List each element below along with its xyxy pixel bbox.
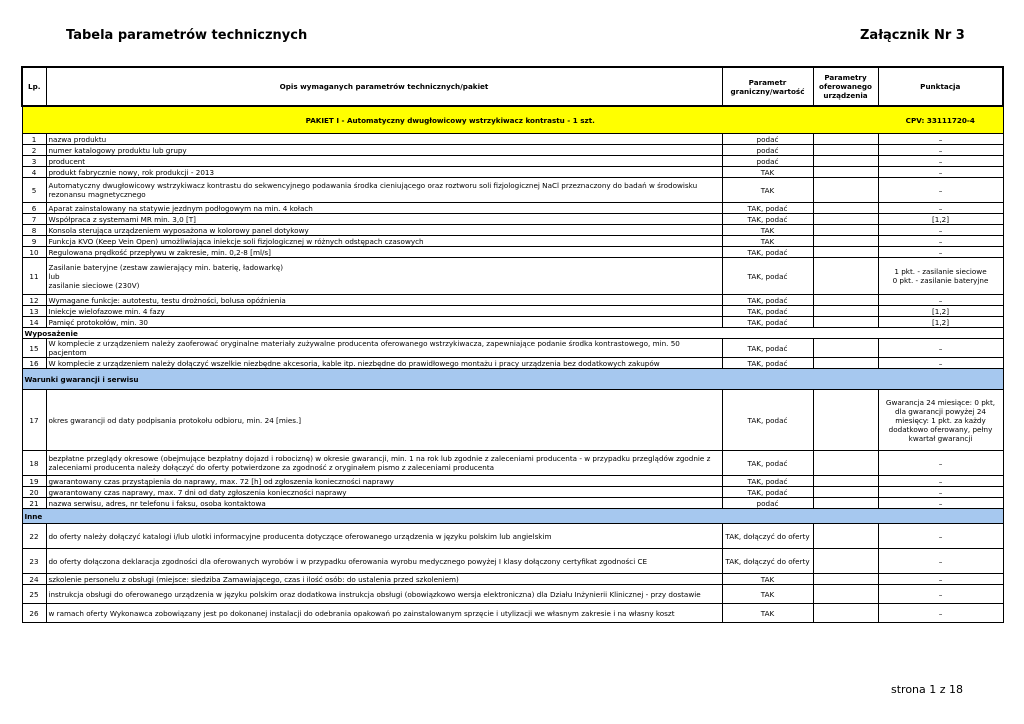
- table-row: [22, 134, 1003, 145]
- row-number: 18: [22, 451, 46, 476]
- row-parameter: TAK: [722, 574, 813, 585]
- row-parameter: TAK: [722, 178, 813, 203]
- row-score: –: [878, 247, 1003, 258]
- row-number: 8: [22, 225, 46, 236]
- row-parameter: TAK, podać: [722, 487, 813, 498]
- row-score: –: [878, 145, 1003, 156]
- row-score: –: [878, 295, 1003, 306]
- row-description-line: zasilanie sieciowe (230V): [48, 280, 140, 290]
- row-offered-value: [813, 339, 878, 358]
- row-offered-value: [813, 236, 878, 247]
- row-parameter: TAK, dołączyć do oferty: [722, 549, 813, 574]
- row-number: 7: [22, 214, 46, 225]
- table-row: [22, 390, 1003, 451]
- row-offered-value: [813, 247, 878, 258]
- row-description: Automatyczny dwugłowicowy wstrzykiwacz kontrastu do sekwencyjnego podawania środka cieniującego oraz roztworu soli fizjologicznej NaCl przeznaczony do badań w środowisku rezonansu magnetycznego: [46, 178, 722, 203]
- row-parameter: TAK: [722, 585, 813, 604]
- row-parameter: TAK, podać: [722, 317, 813, 328]
- row-description: producent: [46, 156, 722, 167]
- header-offered: Parametry oferowanego urządzenia: [813, 67, 878, 106]
- row-number: 5: [22, 178, 46, 203]
- row-offered-value: [813, 145, 878, 156]
- row-description: W komplecie z urządzeniem należy zaoferować oryginalne materiały zużywalne producenta oferowanego wstrzykiwacza, zapewniające podanie środka kontrastowego, min. 50 pacjentom: [46, 339, 722, 358]
- row-parameter: TAK: [722, 604, 813, 623]
- table-row: [22, 203, 1003, 214]
- row-description: do oferty dołączona deklaracja zgodności dla oferowanych wyrobów i w przypadku oferowania wyrobu medycznego powyżej I klasy dołączony certyfikat zgodności CE: [46, 549, 722, 574]
- row-description-line: lub: [48, 271, 60, 281]
- row-score: [878, 258, 1003, 295]
- row-score: –: [878, 476, 1003, 487]
- table-row: [22, 585, 1003, 604]
- row-number: 2: [22, 145, 46, 156]
- row-description: Współpraca z systemami MR min. 3,0 [T]: [46, 214, 722, 225]
- row-offered-value: [813, 574, 878, 585]
- row-number: 25: [22, 585, 46, 604]
- row-parameter: TAK, podać: [722, 214, 813, 225]
- row-parameter: TAK: [722, 167, 813, 178]
- row-description: nazwa serwisu, adres, nr telefonu i faksu, osoba kontaktowa: [46, 498, 722, 509]
- row-parameter: podać: [722, 145, 813, 156]
- row-score: –: [878, 451, 1003, 476]
- table-header-row: [22, 67, 1003, 106]
- row-offered-value: [813, 203, 878, 214]
- row-number: 24: [22, 574, 46, 585]
- table-row: [22, 178, 1003, 203]
- row-parameter: TAK, podać: [722, 306, 813, 317]
- row-score: Gwarancja 24 miesiące: 0 pkt, dla gwarancji powyżej 24 miesięcy: 1 pkt. za każdy dodatkowo oferowany, pełny kwartał gwarancji: [878, 390, 1003, 451]
- row-parameter: TAK, podać: [722, 451, 813, 476]
- row-offered-value: [813, 498, 878, 509]
- row-parameter: TAK, podać: [722, 203, 813, 214]
- row-parameter: podać: [722, 156, 813, 167]
- package-cpv: CPV: 33111720-4: [878, 106, 1003, 134]
- table-row: [22, 358, 1003, 369]
- header-score: Punktacja: [878, 67, 1003, 106]
- row-offered-value: [813, 156, 878, 167]
- row-number: 6: [22, 203, 46, 214]
- row-score: –: [878, 156, 1003, 167]
- row-description: Regulowana prędkość przepływu w zakresie, min. 0,2-8 [ml/s]: [46, 247, 722, 258]
- row-offered-value: [813, 390, 878, 451]
- row-score: –: [878, 178, 1003, 203]
- row-score: –: [878, 167, 1003, 178]
- row-description: Aparat zainstalowany na statywie jezdnym podłogowym na min. 4 kołach: [46, 203, 722, 214]
- row-number: 16: [22, 358, 46, 369]
- row-offered-value: [813, 451, 878, 476]
- table-row: [22, 214, 1003, 225]
- annex-label: Załącznik Nr 3: [860, 28, 965, 43]
- row-offered-value: [813, 295, 878, 306]
- row-description: Funkcja KVO (Keep Vein Open) umożliwiająca iniekcje soli fizjologicznej w różnych odstępach czasowych: [46, 236, 722, 247]
- row-score: [1,2]: [878, 306, 1003, 317]
- row-description-line: Zasilanie bateryjne (zestaw zawierający min. baterię, ładowarkę): [48, 262, 284, 272]
- row-offered-value: [813, 585, 878, 604]
- row-offered-value: [813, 134, 878, 145]
- row-offered-value: [813, 167, 878, 178]
- row-description: nazwa produktu: [46, 134, 722, 145]
- table-row: [22, 476, 1003, 487]
- row-number: 1: [22, 134, 46, 145]
- row-number: 23: [22, 549, 46, 574]
- row-parameter: TAK: [722, 225, 813, 236]
- package-row: [22, 106, 1003, 134]
- row-number: 12: [22, 295, 46, 306]
- row-score: –: [878, 549, 1003, 574]
- row-description: produkt fabrycznie nowy, rok produkcji - 2013: [46, 167, 722, 178]
- row-score: –: [878, 358, 1003, 369]
- row-parameter: podać: [722, 134, 813, 145]
- row-parameter: TAK, podać: [722, 295, 813, 306]
- row-number: 21: [22, 498, 46, 509]
- row-score: [1,2]: [878, 317, 1003, 328]
- row-score: –: [878, 339, 1003, 358]
- table-row: [22, 225, 1003, 236]
- row-parameter: podać: [722, 498, 813, 509]
- table-row: [22, 167, 1003, 178]
- row-score: [1,2]: [878, 214, 1003, 225]
- row-offered-value: [813, 214, 878, 225]
- row-offered-value: [813, 258, 878, 295]
- row-number: 22: [22, 524, 46, 549]
- row-offered-value: [813, 306, 878, 317]
- row-number: 9: [22, 236, 46, 247]
- row-description: bezpłatne przeglądy okresowe (obejmujące bezpłatny dojazd i robociznę) w okresie gwarancji, min. 1 na rok lub zgodnie z zaleceniami producenta - w przypadku przeglądów zgodnie z zaleceniami producenta należy dołączyć do oferty potwierdzone za zgodność z oryginałem pismo z zaleceniami producenta: [46, 451, 722, 476]
- section-header-row: [22, 369, 1003, 390]
- header-lp: Lp.: [22, 67, 46, 106]
- row-parameter: TAK, podać: [722, 247, 813, 258]
- row-offered-value: [813, 358, 878, 369]
- row-score: –: [878, 524, 1003, 549]
- table-row: [22, 317, 1003, 328]
- row-offered-value: [813, 524, 878, 549]
- row-description: Wymagane funkcje: autotestu, testu drożności, bolusa opóźnienia: [46, 295, 722, 306]
- row-description: Pamięć protokołów, min. 30: [46, 317, 722, 328]
- package-label: PAKIET I - Automatyczny dwugłowicowy wstrzykiwacz kontrastu - 1 szt.: [22, 106, 878, 134]
- row-number: 20: [22, 487, 46, 498]
- header-parameter: Parametr graniczny/wartość: [722, 67, 813, 106]
- row-offered-value: [813, 604, 878, 623]
- table-row: [22, 487, 1003, 498]
- row-description: okres gwarancji od daty podpisania protokołu odbioru, min. 24 [mies.]: [46, 390, 722, 451]
- row-description: do oferty należy dołączyć katalogi i/lub ulotki informacyjne producenta dotyczące oferowanego urządzenia w języku polskim lub angielskim: [46, 524, 722, 549]
- section-title: Inne: [22, 509, 1003, 524]
- header-description: Opis wymaganych parametrów technicznych/pakiet: [46, 67, 722, 106]
- row-description: Konsola sterująca urządzeniem wyposażona w kolorowy panel dotykowy: [46, 225, 722, 236]
- row-number: 17: [22, 390, 46, 451]
- row-number: 14: [22, 317, 46, 328]
- row-score-line: 0 pkt. - zasilanie bateryjne: [892, 276, 989, 285]
- table-row: [22, 549, 1003, 574]
- row-offered-value: [813, 225, 878, 236]
- table-row: [22, 247, 1003, 258]
- row-parameter: TAK, podać: [722, 339, 813, 358]
- table-row: [22, 524, 1003, 549]
- row-offered-value: [813, 476, 878, 487]
- row-score: –: [878, 203, 1003, 214]
- row-number: 4: [22, 167, 46, 178]
- row-offered-value: [813, 317, 878, 328]
- row-parameter: TAK, dołączyć do oferty: [722, 524, 813, 549]
- row-parameter: TAK, podać: [722, 258, 813, 295]
- row-description: gwarantowany czas przystąpienia do naprawy, max. 72 [h] od zgłoszenia konieczności naprawy: [46, 476, 722, 487]
- row-score: –: [878, 236, 1003, 247]
- row-score: –: [878, 225, 1003, 236]
- row-score: –: [878, 134, 1003, 145]
- row-parameter: TAK: [722, 236, 813, 247]
- row-number: 11: [22, 258, 46, 295]
- table-row: [22, 451, 1003, 476]
- table-row: [22, 295, 1003, 306]
- row-parameter: TAK, podać: [722, 476, 813, 487]
- row-description: szkolenie personelu z obsługi (miejsce: siedziba Zamawiającego, czas i ilość osób: do ustalenia przed szkoleniem): [46, 574, 722, 585]
- row-description: instrukcja obsługi do oferowanego urządzenia w języku polskim oraz dodatkowa instrukcja obsługi (obowiązkowo wersja elektroniczna) dla Działu Inżynierii Klinicznej - przy dostawie: [46, 585, 722, 604]
- row-parameter: TAK, podać: [722, 390, 813, 451]
- table-row: [22, 498, 1003, 509]
- page-title: Tabela parametrów technicznych: [66, 28, 308, 43]
- row-score-line: 1 pkt. - zasilanie sieciowe: [894, 267, 987, 276]
- row-number: 26: [22, 604, 46, 623]
- table-row: [22, 339, 1003, 358]
- table-row: [22, 574, 1003, 585]
- row-score: –: [878, 574, 1003, 585]
- row-offered-value: [813, 178, 878, 203]
- row-number: 10: [22, 247, 46, 258]
- row-offered-value: [813, 549, 878, 574]
- row-number: 3: [22, 156, 46, 167]
- row-description: W komplecie z urządzeniem należy dołączyć wszelkie niezbędne akcesoria, kable itp. niezbędne do prawidłowego montażu i pracy urządzenia bez dodatkowych zakupów: [46, 358, 722, 369]
- row-parameter: TAK, podać: [722, 358, 813, 369]
- section-header-row: [22, 509, 1003, 524]
- row-description: w ramach oferty Wykonawca zobowiązany jest po dokonanej instalacji do odebrania opakowań po zainstalowanym sprzęcie i utylizacji we własnym zakresie i na własny koszt: [46, 604, 722, 623]
- row-score: –: [878, 585, 1003, 604]
- table-row: [22, 145, 1003, 156]
- row-description: gwarantowany czas naprawy, max. 7 dni od daty zgłoszenia konieczności naprawy: [46, 487, 722, 498]
- row-offered-value: [813, 487, 878, 498]
- page-number: strona 1 z 18: [891, 683, 964, 696]
- row-number: 19: [22, 476, 46, 487]
- row-score: –: [878, 498, 1003, 509]
- section-title: Wyposażenie: [22, 328, 1003, 339]
- row-description: numer katalogowy produktu lub grupy: [46, 145, 722, 156]
- table-row: [22, 258, 1003, 295]
- technical-parameters-table: [21, 66, 1004, 623]
- row-score: –: [878, 604, 1003, 623]
- row-description: Iniekcje wielofazowe min. 4 fazy: [46, 306, 722, 317]
- row-number: 13: [22, 306, 46, 317]
- table-row: [22, 156, 1003, 167]
- section-title: Warunki gwarancji i serwisu: [22, 369, 1003, 390]
- table-row: [22, 604, 1003, 623]
- table-row: [22, 306, 1003, 317]
- table-row: [22, 236, 1003, 247]
- row-number: 15: [22, 339, 46, 358]
- row-score: –: [878, 487, 1003, 498]
- row-description: [46, 258, 722, 295]
- section-header-row: [22, 328, 1003, 339]
